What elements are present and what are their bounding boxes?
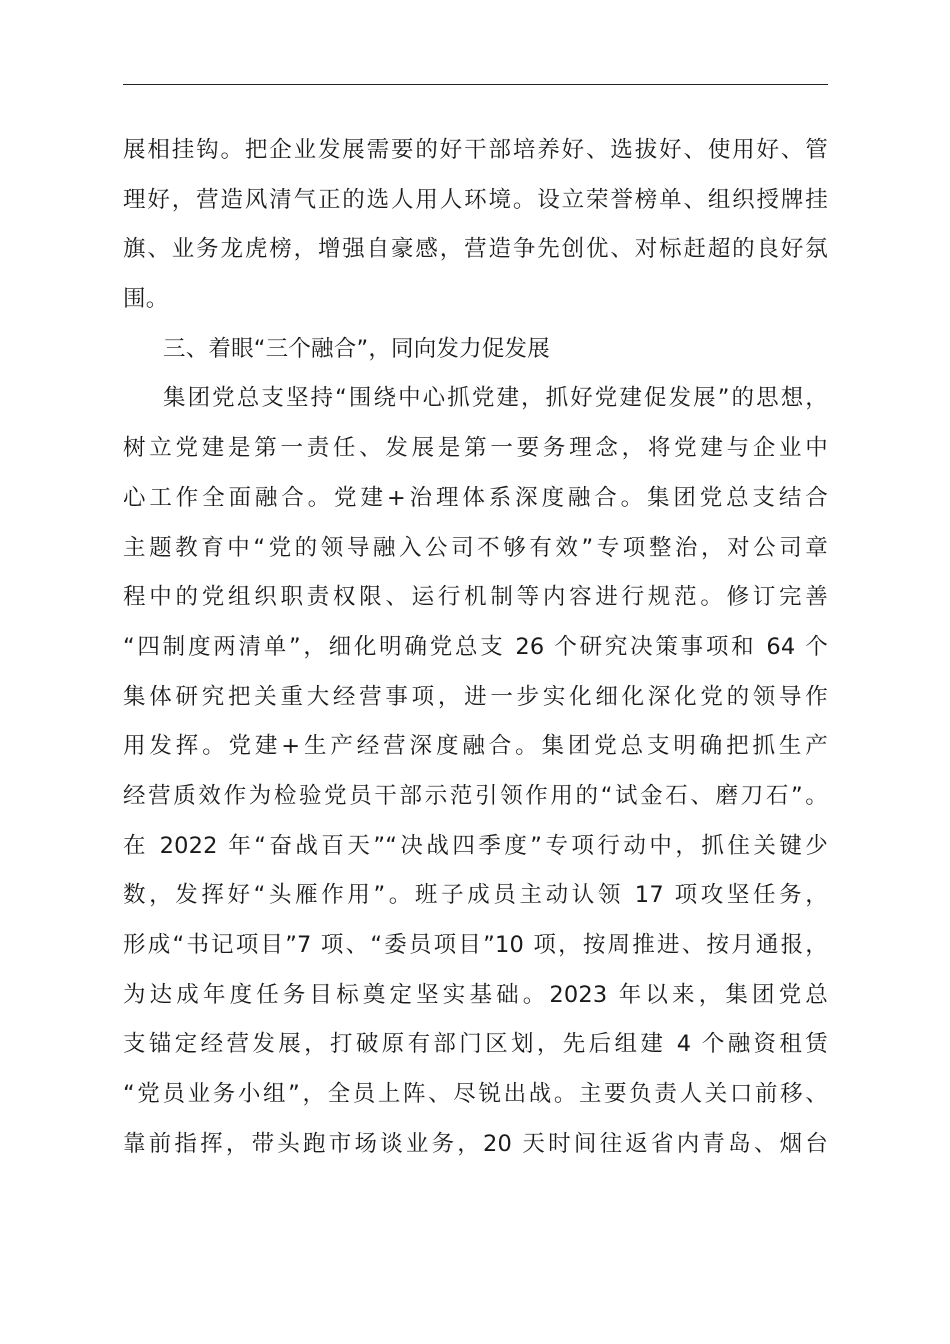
text-line: 支锚定经营发展，打破原有部门区划，先后组建 4 个融资租赁 [123,1031,828,1058]
section-heading: 三、着眼“三个融合”，同向发力促发展 [163,335,550,362]
text-line: 主题教育中“党的领导融入公司不够有效”专项整治，对公司章 [123,534,828,561]
text-line: 经营质效作为检验党员干部示范引领作用的“试金石、磨刀石”。 [123,782,828,809]
paragraph-continuation [123,126,828,325]
text-line: 在 2022 年“奋战百天”“决战四季度”专项行动中，抓住关键少 [123,832,828,859]
text-line: 靠前指挥，带头跑市场谈业务，20 天时间往返省内青岛、烟台 [123,1130,828,1157]
text-line: 数，发挥好“头雁作用”。班子成员主动认领 17 项攻坚任务， [123,882,828,909]
section-heading-block [123,325,828,375]
header-rule [123,84,828,85]
text-line: “四制度两清单”，细化明确党总支 26 个研究决策事项和 64 个 [123,633,828,660]
text-line: 围。 [123,286,169,313]
text-line: 程中的党组织职责权限、运行机制等内容进行规范。修订完善 [123,584,828,611]
text-line: “党员业务小组”，全员上阵、尽锐出战。主要负责人关口前移、 [123,1081,828,1108]
paragraph-main [123,374,828,1169]
text-line: 集体研究把关重大经营事项，进一步实化细化深化党的领导作 [123,683,828,710]
text-line: 理好，营造风清气正的选人用人环境。设立荣誉榜单、组织授牌挂 [123,186,828,213]
text-line: 集团党总支坚持“围绕中心抓党建，抓好党建促发展”的思想， [163,385,828,412]
document-body [123,126,828,1169]
text-line: 树立党建是第一责任、发展是第一要务理念，将党建与企业中 [123,435,828,462]
text-line: 为达成年度任务目标奠定坚实基础。2023 年以来，集团党总 [123,981,828,1008]
text-line: 心工作全面融合。党建+治理体系深度融合。集团党总支结合 [123,484,828,511]
text-line: 旗、业务龙虎榜，增强自豪感，营造争先创优、对标赶超的良好氛 [123,236,828,263]
text-line: 展相挂钩。把企业发展需要的好干部培养好、选拔好、使用好、管 [123,137,828,163]
text-line: 用发挥。党建+生产经营深度融合。集团党总支明确把抓生产 [123,733,828,760]
text-line: 形成“书记项目”7 项、“委员项目”10 项，按周推进、按月通报， [123,932,828,958]
